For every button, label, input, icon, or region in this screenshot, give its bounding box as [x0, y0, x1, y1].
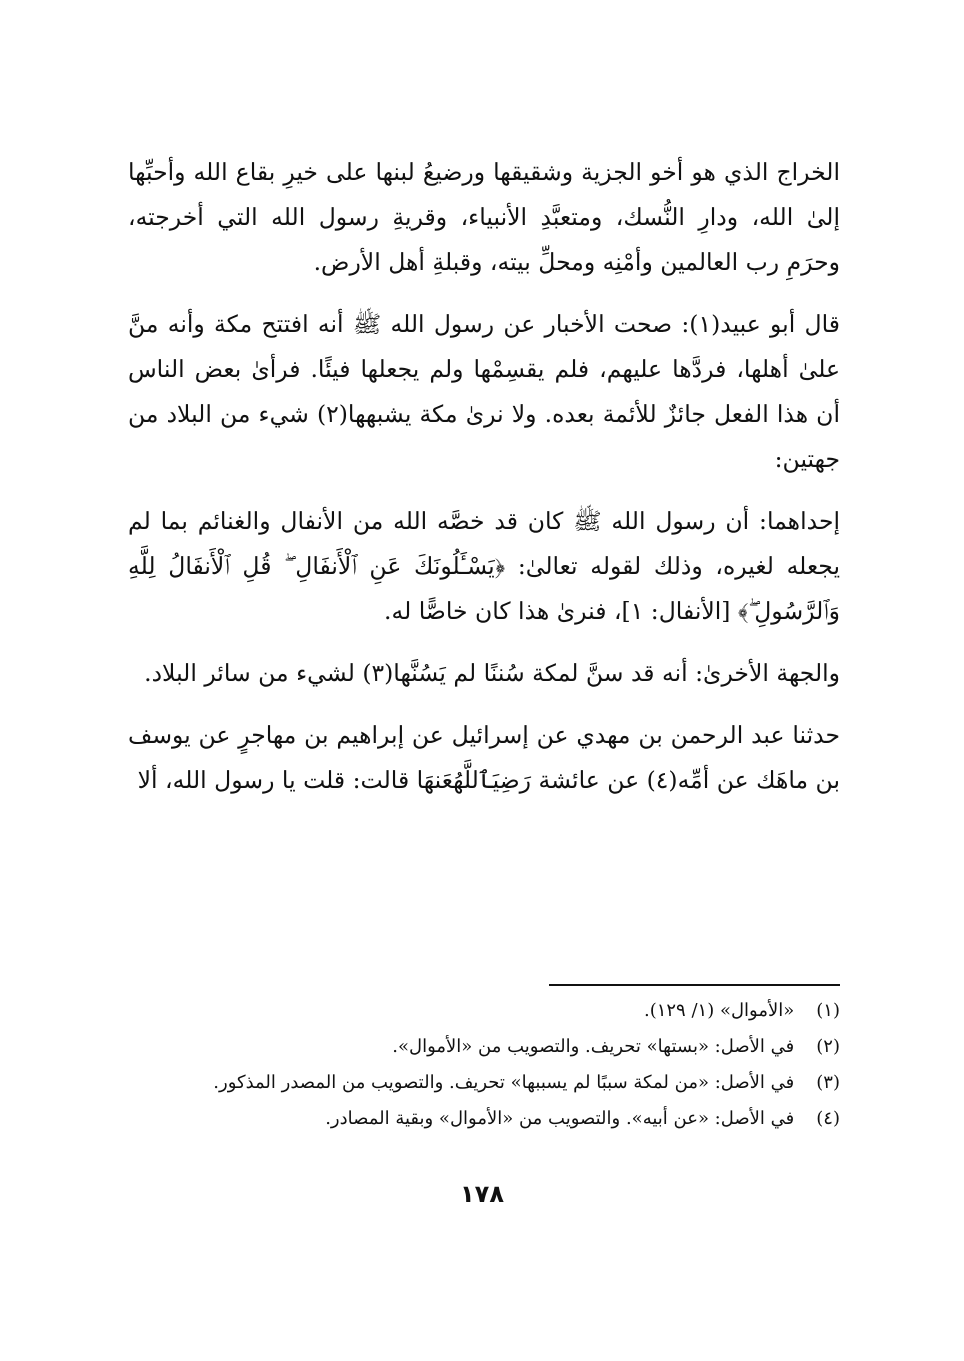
footnote-number: (٤) — [816, 1108, 840, 1129]
main-text — [128, 150, 840, 820]
footnote-1 — [128, 993, 840, 1029]
paragraph-first-reason: إحداهما: أن رسول الله ﷺ كان قد خصَّه الله من الأنفال والغنائم بما لم يجعله لغيره، وذلك لقوله تعالىٰ: ﴿يَسْـَٔلُونَكَ عَنِ ٱلْأَنفَالِ ۖ قُلِ ٱلْأَنفَالُ لِلَّهِ وَٱلرَّسُولِ ۖ﴾ [الأنفال: ١]، فنرىٰ هذا كان خاصًّا له. — [128, 507, 840, 625]
paragraph-kharaj: الخراج الذي هو أخو الجزية وشقيقها ورضيعُ لبنها على خيرِ بقاع الله وأحبِّها إلىٰ الله، ودارِ النُّسك، ومتعبَّدِ الأنبياء، وقريةِ رسول الله التي أخرجته، وحرَمِ رب العالمين وأمْنِه ومحلِّ بيته، وقبلةِ أهل الأرض. — [128, 158, 840, 276]
footnote-number: (٢) — [816, 1036, 840, 1057]
footnotes — [128, 993, 840, 1137]
footnote-separator — [549, 984, 840, 986]
footnote-text: في الأصل: «بستها» تحريف. والتصويب من «الأموال». — [392, 1036, 795, 1057]
paragraph-hadith: حدثنا عبد الرحمن بن مهدي عن إسرائيل عن إبراهيم بن مهاجرٍ عن يوسف بن ماهَك عن أمِّه(٤) عن عائشة رَضِيَٱللَّهُعَنهَا قالت: قلت يا رسول الله، ألا — [128, 721, 840, 794]
footnote-number: (٣) — [816, 1072, 840, 1093]
paragraph-abu-ubaid: قال أبو عبيد(١): صحت الأخبار عن رسول الله ﷺ أنه افتتح مكة وأنه منَّ علىٰ أهلها، فردَّها عليهم، فلم يقسِمْها ولم يجعلها فيئًا. فرأىٰ بعض الناس أن هذا الفعل جائزٌ للأئمة بعده. ولا نرىٰ مكة يشبهها(٢) شيء من البلاد من جهتين: — [128, 310, 840, 473]
footnote-text: في الأصل: «من لمكة سببًا لم يسببها» تحريف. والتصويب من المصدر المذكور. — [213, 1072, 795, 1093]
footnote-3 — [128, 1065, 840, 1101]
footnote-2 — [128, 1029, 840, 1065]
page-number: ١٧٨ — [460, 1180, 504, 1208]
footnote-4 — [128, 1101, 840, 1137]
footnote-number: (١) — [816, 1000, 840, 1021]
paragraph-second-reason: والجهة الأخرىٰ: أنه قد سنَّ لمكة سُننًا لم يَسُنَّها(٣) لشيء من سائر البلاد. — [144, 659, 840, 687]
footnote-text: «الأموال» (١/ ١٢٩). — [643, 1000, 795, 1021]
footnote-text: في الأصل: «عن أبيه». والتصويب من «الأموال» وبقية المصادر. — [325, 1108, 795, 1129]
